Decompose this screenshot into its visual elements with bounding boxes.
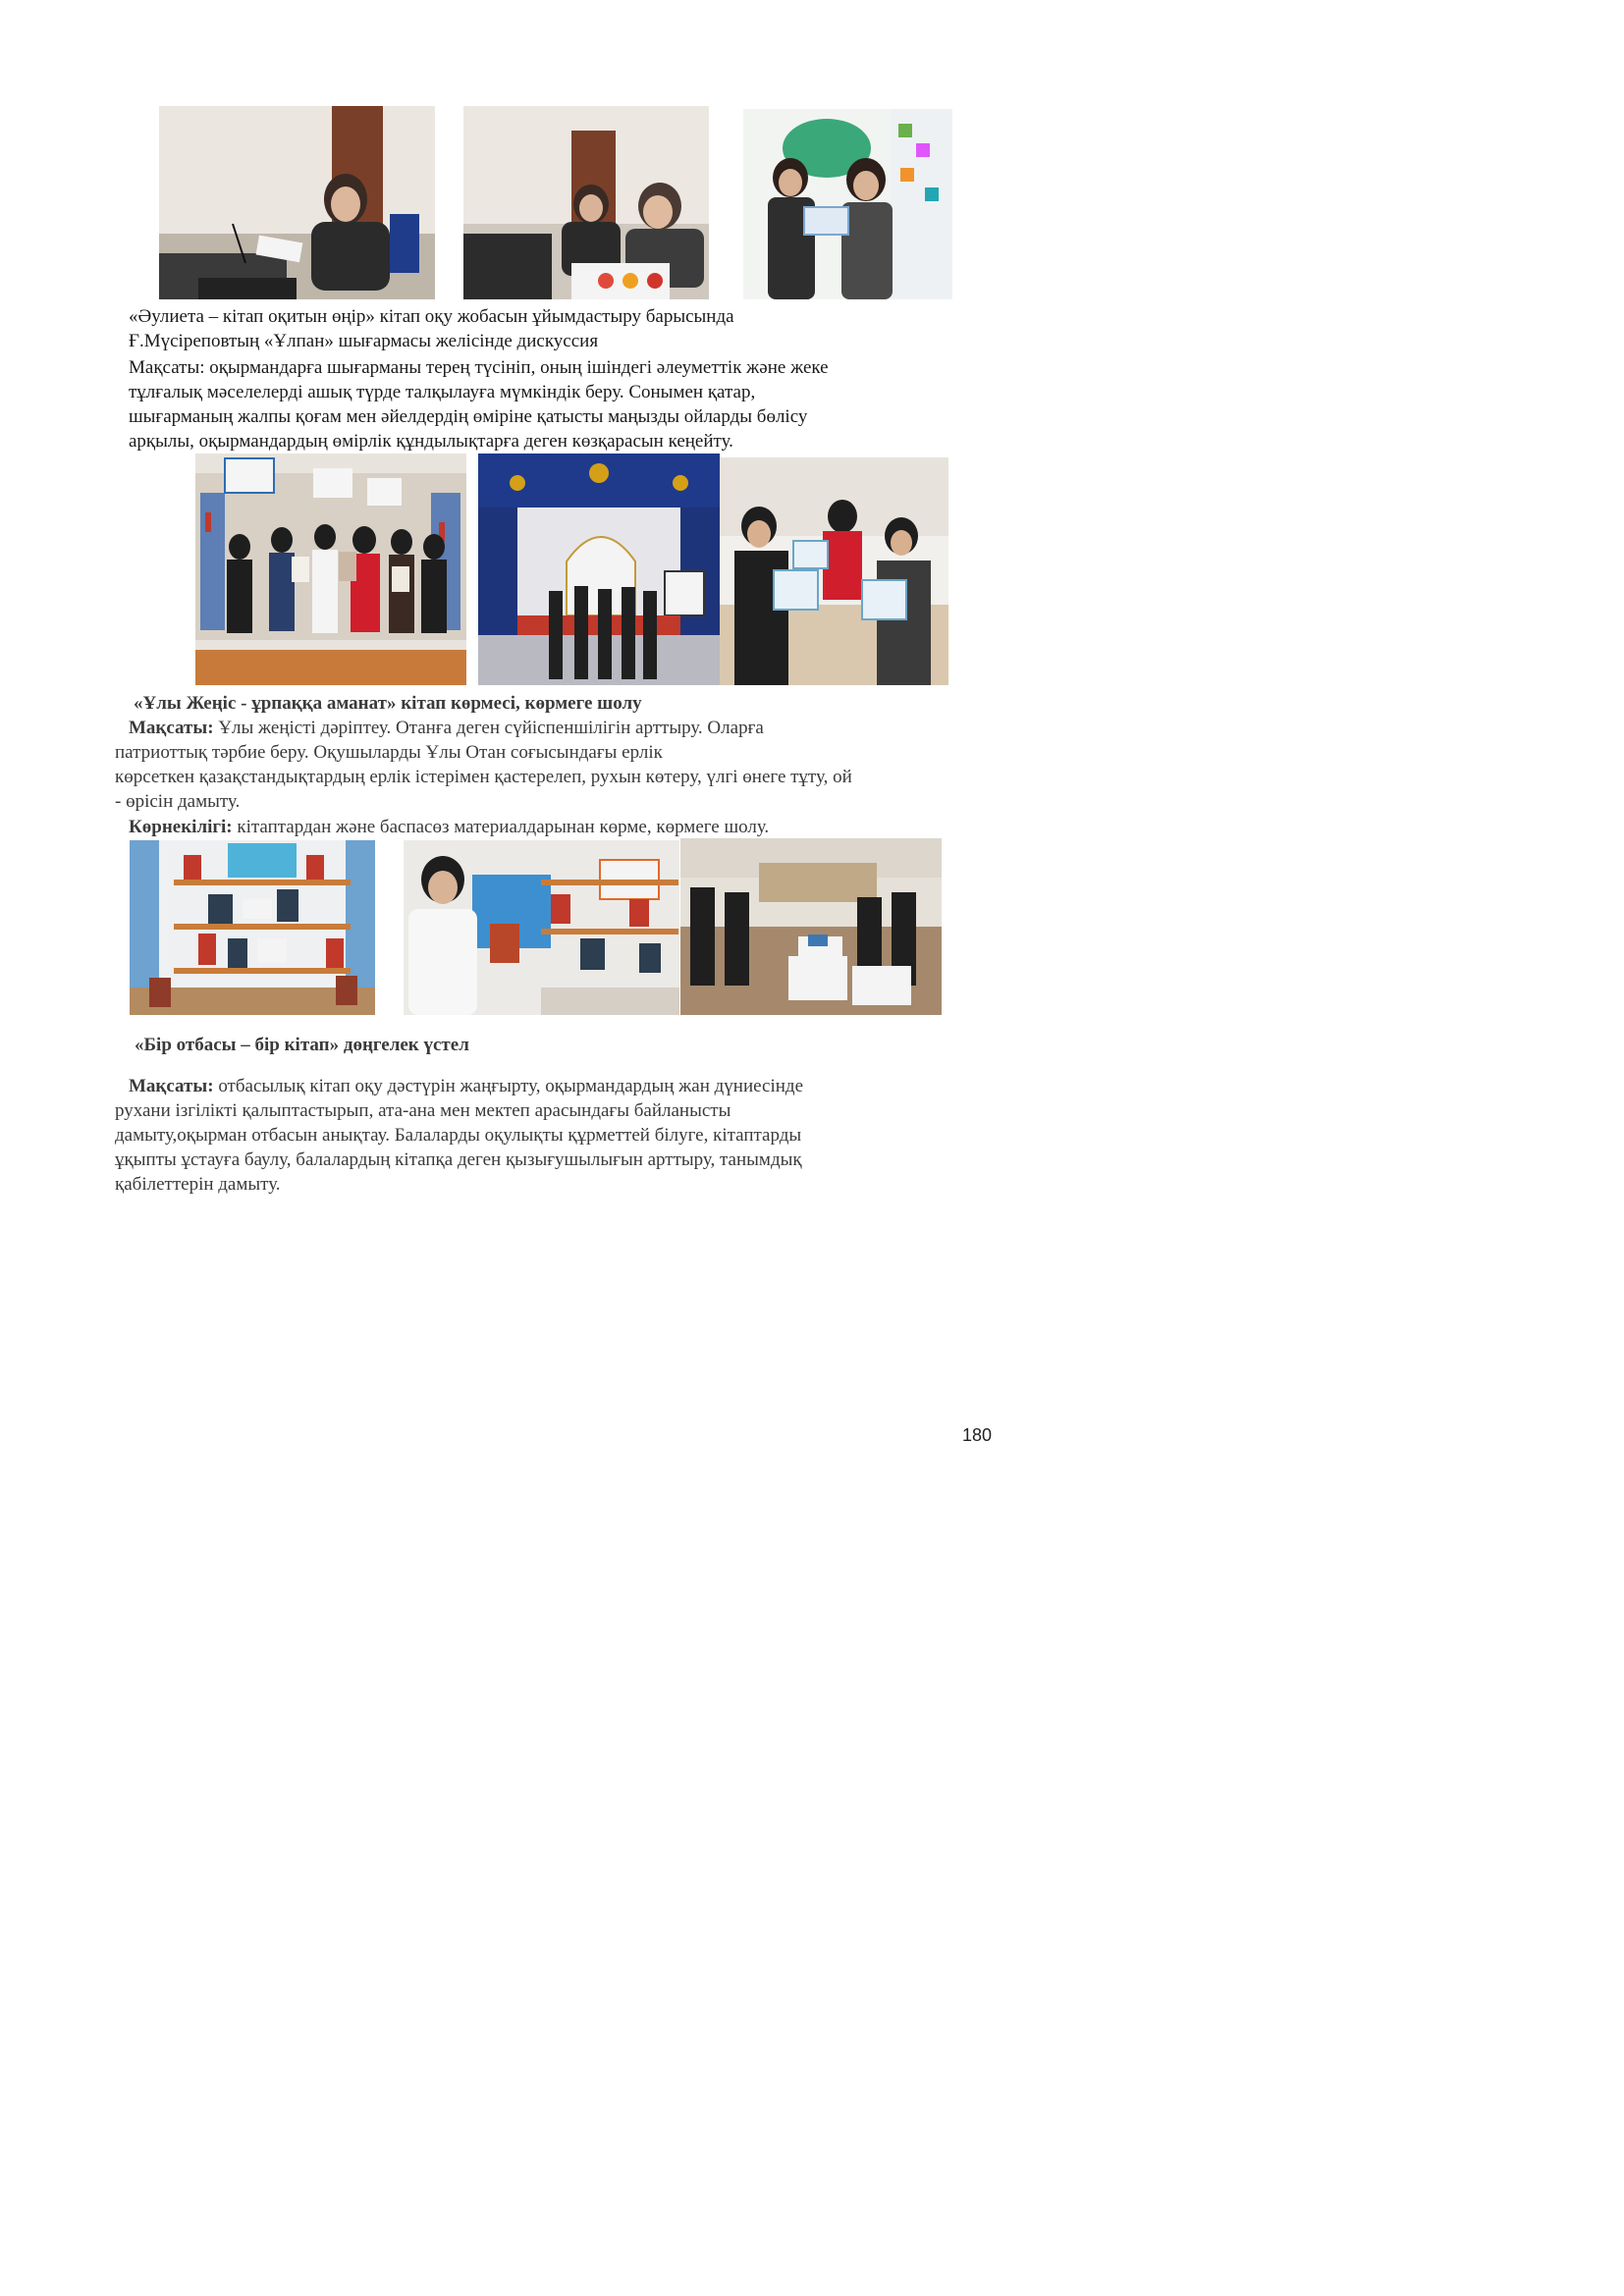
goal-text: отбасылық кітап оқу дәстүрін жаңғырту, оқырмандардың жан дүниесінде — [213, 1076, 804, 1096]
photo-students-newspaper-table — [680, 838, 942, 1015]
goal-label: Мақсаты: — [129, 718, 214, 738]
page-number: 180 — [962, 1425, 993, 1445]
visuals-text: кітаптардан және баспасөз материалдарынан көрме, көрмеге шолу. — [232, 817, 770, 837]
goal-text: Ұлы жеңісті дәріптеу. Отанға деген сүйіспеншілігін арттыру. Оларға — [213, 718, 764, 738]
goal-line: рухани ізгілікті қалыптастырып, ата-ана мен мектеп арасындағы байланысты — [115, 1100, 731, 1121]
goal-label: Мақсаты: — [129, 1076, 214, 1096]
photo-book-exhibition-shelf — [130, 840, 375, 1015]
exhibition-title-victory: «Ұлы Жеңіс - ұрпаққа аманат» кітап көрмесі, көрмеге шолу — [134, 693, 642, 714]
goal-line: арқылы, оқырмандардың өмірлік құндылықтарға деген көзқарасын кеңейту. — [129, 431, 733, 452]
visuals-line — [129, 815, 769, 839]
goal-line: - өрісін дамыту. — [115, 791, 241, 812]
photo-reading-woman-microphone — [159, 106, 435, 299]
goal-line: қабілеттерін дамыту. — [115, 1174, 281, 1195]
goal-line — [129, 716, 764, 740]
photo-students-library-portraits — [195, 454, 466, 685]
visuals-label: Көрнекілігі: — [129, 817, 233, 837]
photo-students-certificates-table — [720, 457, 948, 685]
goal-line: ұқыпты ұстауға баулу, балалардың кітапқа деген қызығушылығын арттыру, танымдық — [115, 1149, 802, 1170]
roundtable-title: «Бір отбасы – бір кітап» дөңгелек үстел — [135, 1035, 469, 1055]
photo-two-women-at-computer — [463, 106, 709, 299]
goal-line — [129, 1074, 803, 1098]
goal-line: дамыту,оқырман отбасын анықтау. Балаларды оқулықты құрметтей білуге, кітаптарды — [115, 1125, 802, 1146]
goal-line: шығарманың жалпы қоғам мен әйелдердің өміріне қатысты маңызды ойларды бөлісу — [129, 406, 808, 427]
photo-students-stage-yurt — [478, 454, 720, 685]
photo-certificate-presentation — [743, 109, 952, 299]
goal-line: патриоттық тәрбие беру. Оқушыларды Ұлы Отан соғысындағы ерлік — [115, 742, 663, 763]
document-page — [0, 0, 1083, 1531]
goal-line: Мақсаты: оқырмандарға шығарманы терең түсініп, оның ішіндегі әлеуметтік және жеке — [129, 357, 829, 378]
event-title-ulpan: «Әулиета – кітап оқитын өңір» кітап оқу жобасын ұйымдастыру барысында — [129, 306, 734, 327]
goal-line: тұлғалық мәселелерді ашық түрде талқылауға мүмкіндік беру. Сонымен қатар, — [129, 382, 756, 402]
photo-woman-holding-books — [404, 840, 679, 1015]
event-subtitle-ulpan: Ғ.Мүсіреповтың «Ұлпан» шығармасы желісінде дискуссия — [129, 331, 599, 351]
goal-line: көрсеткен қазақстандықтардың ерлік істерімен қастерелеп, рухын көтеру, үлгі өнеге тұту, ой — [115, 767, 852, 787]
